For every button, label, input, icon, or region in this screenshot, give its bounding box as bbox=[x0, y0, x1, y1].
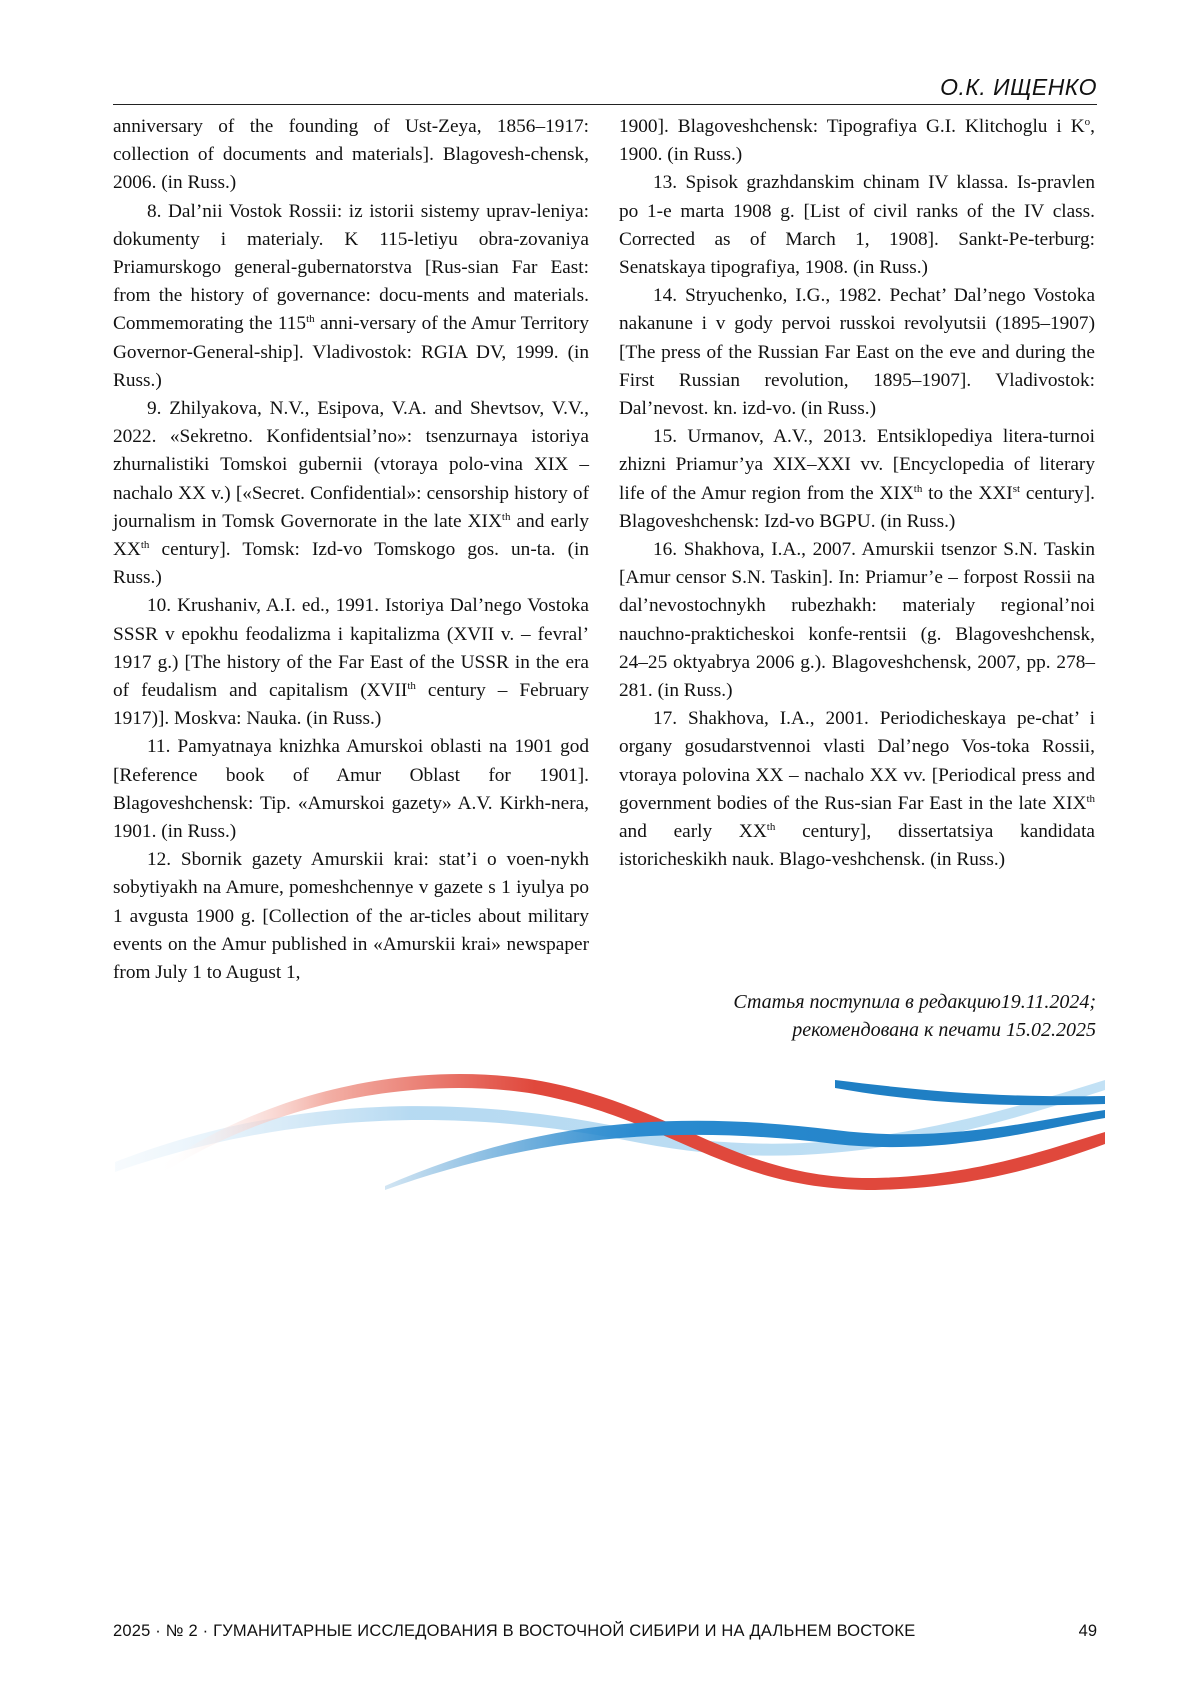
reference-17: 17. Shakhova, I.A., 2001. Periodicheskaya pe-chat’ i organy gosudarstvennoi vlasti Dal’nego Vos-toka Rossii, vtoraya polovina XX – nachalo XX vv. [Periodical press and government bodies of the Rus-sian Far East in the late XIXth and early XXth century], dissertatsiya kandidata istoricheskikh nauk. Blago-veshchensk. (in Russ.) bbox=[619, 708, 1095, 871]
reference-10: 10. Krushaniv, A.I. ed., 1991. Istoriya Dal’nego Vostoka SSSR v epokhu feodalizma i kapitalizma (XVII v. – fevral’ 1917 g.) [The history of the Far East of the USSR in the era of feudalism and capitalism (XVIIth century – February 1917)]. Moskva: Nauka. (in Russ.) bbox=[113, 595, 589, 730]
reference-13: 13. Spisok grazhdanskim chinam IV klassa. Is-pravlen po 1-e marta 1908 g. [List of civil ranks of the IV class. Corrected as of March 1, 1908]. Sankt-Pe-terburg: Senatskaya tipografiya, 1908. (in Russ.) bbox=[619, 172, 1095, 279]
decorative-wave-ribbons bbox=[115, 1060, 1105, 1190]
page-number: 49 bbox=[1078, 1622, 1097, 1640]
reference-16: 16. Shakhova, I.A., 2007. Amurskii tsenzor S.N. Taskin [Amur censor S.N. Taskin]. In: Priamur’e – forpost Rossii na dal’nevostochnykh rubezhakh: materialy regional’noi nauchno-prakticheskoi konfe-rentsii (g. Blagoveshchensk, 24–25 oktyabrya 2006 g.). Blagoveshchensk, 2007, pp. 278–281. (in Russ.) bbox=[619, 539, 1095, 702]
reference-11: 11. Pamyatnaya knizhka Amurskoi oblasti na 1901 god [Reference book of Amur Oblast for 1901]. Blagoveshchensk: Tip. «Amurskoi gazety» A.V. Kirkh-nera, 1901. (in Russ.) bbox=[113, 736, 589, 843]
running-head-author: О.К. ИЩЕНКО bbox=[113, 74, 1097, 105]
reference-14: 14. Stryuchenko, I.G., 1982. Pechat’ Dal’nego Vostoka nakanune i v gody pervoi russkoi revolyutsii (1895–1907) [The press of the Russian Far East on the eve and during the First Russian revolution, 1895–1907]. Vladivostok: Dal’nevost. kn. izd-vo. (in Russ.) bbox=[619, 285, 1095, 420]
reference-15: 15. Urmanov, A.V., 2013. Entsiklopediya litera-turnoi zhizni Priamur’ya XIX–XXI vv. [Encyclopedia of literary life of the Amur region from the XIXth to the XXIst century]. Blagoveshchensk: Izd-vo BGPU. (in Russ.) bbox=[619, 426, 1095, 532]
received-date-line: Статья поступила в редакцию19.11.2024; bbox=[733, 991, 1096, 1013]
references-left-column bbox=[113, 113, 589, 987]
recommended-date-line: рекомендована к печати 15.02.2025 bbox=[792, 1019, 1096, 1041]
submission-dates bbox=[616, 988, 1096, 1044]
reference-9: 9. Zhilyakova, N.V., Esipova, V.A. and Shevtsov, V.V., 2022. «Sekretno. Konfidentsial’no»: tsenzurnaya istoriya zhurnalistiki Tomskoi gubernii (vtoraya polo-vina XIX – nachalo XX v.) [«Secret. Confidential»: censorship history of journalism in Tomsk Governorate in the late XIXth and early XXth century]. Tomsk: Izd-vo Tomskogo gos. un-ta. (in Russ.) bbox=[113, 398, 590, 589]
references-right-column bbox=[619, 113, 1095, 874]
reference-12: 12. Sbornik gazety Amurskii krai: stat’i o voen-nykh sobytiyakh na Amure, pomeshchennye v gazete s 1 iyulya po 1 avgusta 1900 g. [Collection of the ar-ticles about military events on the Amur published in «Amurskii krai» newspaper from July 1 to August 1, bbox=[113, 849, 589, 984]
reference-7-continuation: anniversary of the founding of Ust-Zeya, 1856–1917: collection of documents and materials]. Blagovesh-chensk, 2006. (in Russ.) bbox=[113, 116, 589, 194]
reference-12-continuation: 1900]. Blagoveshchensk: Tipografiya G.I. Klitchoglu i $K^o$, 1900. (in Russ.) bbox=[619, 116, 1095, 166]
journal-title: 2025 · № 2 · ГУМАНИТАРНЫЕ ИССЛЕДОВАНИЯ В ВОСТОЧНОЙ СИБИРИ И НА ДАЛЬНЕМ ВОСТОКЕ bbox=[113, 1622, 916, 1640]
reference-8: 8. Dal’nii Vostok Rossii: iz istorii sistemy uprav-leniya: dokumenty i materialy. K 115-letiyu obra-zovaniya Priamurskogo general-gubernatorstva [Rus-sian Far East: from the history of governance: docu-ments and materials. Commemorating the 115th anni-versary of the Amur Territory Governor-General-ship]. Vladivostok: RGIA DV, 1999. (in Russ.) bbox=[113, 200, 589, 391]
